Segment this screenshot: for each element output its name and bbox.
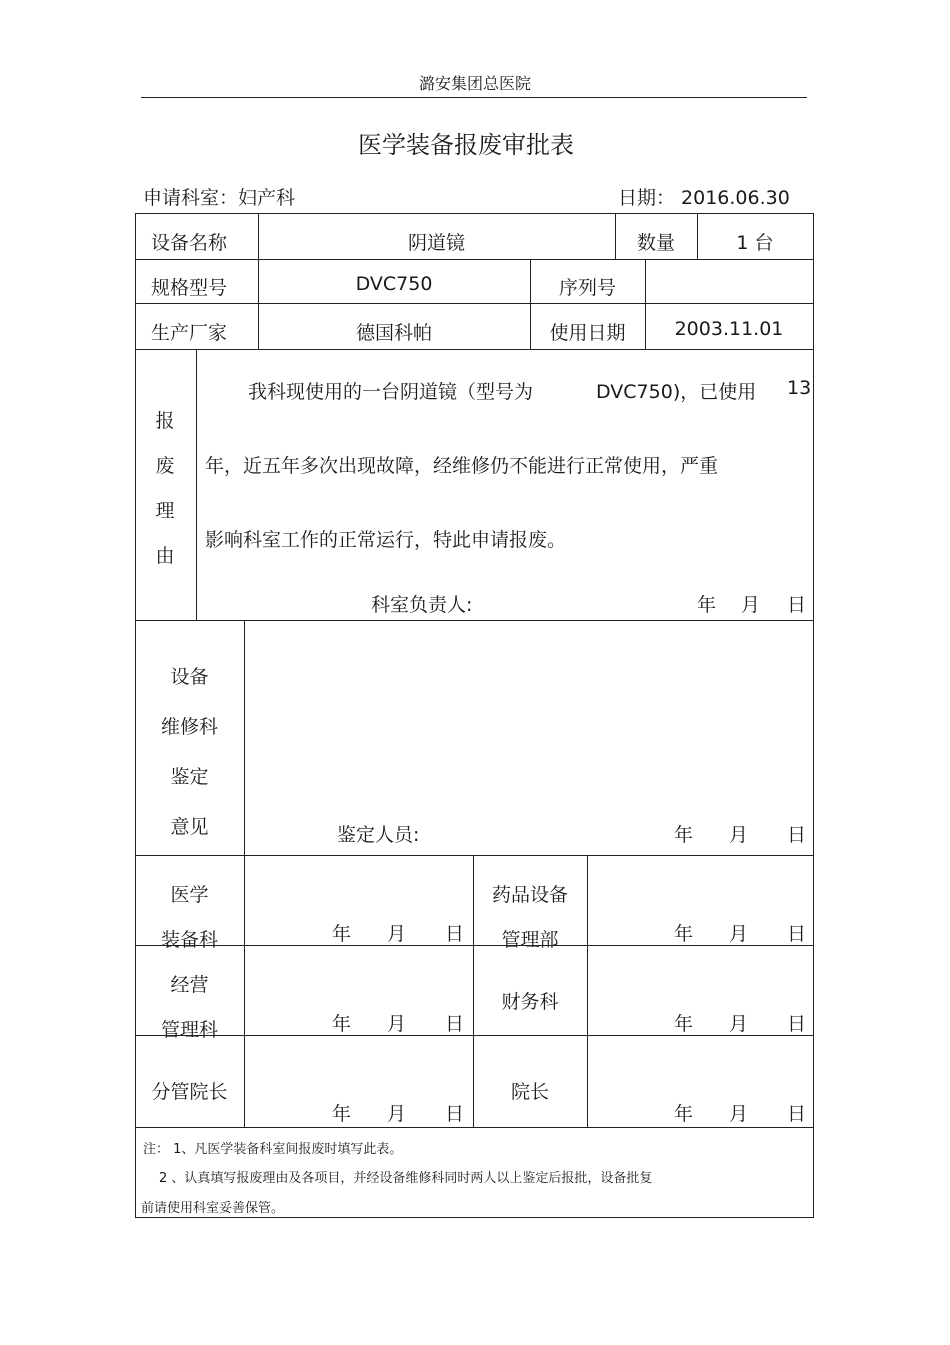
day-word: 日 (445, 1103, 465, 1125)
president-label: 院长 (510, 1081, 549, 1103)
device-name-value: 阴道镜 (407, 232, 465, 254)
row-divider (135, 1127, 814, 1128)
serial-label: 序列号 (558, 277, 616, 299)
repair-label-line: 设备 (170, 666, 209, 688)
year-word: 年 (332, 923, 352, 945)
month-word: 月 (387, 1013, 407, 1035)
col-divider (196, 349, 197, 621)
month-word: 月 (741, 594, 761, 616)
day-word: 日 (787, 594, 807, 616)
year-word: 年 (674, 824, 694, 846)
row-divider (135, 620, 814, 621)
year-word: 年 (674, 923, 694, 945)
table-border-bottom (135, 1217, 814, 1218)
reason-text-line1-model: DVC750)，已使用 (596, 381, 757, 403)
reason-text-line2: 年，近五年多次出现故障，经维修仍不能进行正常使用，严重 (205, 455, 719, 477)
repair-opinion-label (135, 652, 244, 852)
drug-equipment-dept-label (473, 873, 587, 963)
row-divider (135, 259, 814, 260)
reason-label-char: 由 (155, 545, 175, 567)
month-word: 月 (387, 1103, 407, 1125)
table-border-top (135, 213, 814, 214)
vice-president-label: 分管院长 (151, 1081, 228, 1103)
business-mgmt-dept-label (135, 963, 244, 1053)
reason-text-line1: 我科现使用的一台阴道镜（型号为 (248, 381, 534, 403)
year-word: 年 (332, 1103, 352, 1125)
quantity-label: 数量 (636, 232, 675, 254)
table-border-right (813, 213, 814, 1218)
use-date-label: 使用日期 (549, 322, 626, 344)
reason-text-line3: 影响科室工作的正常运行，特此申请报废。 (205, 529, 567, 551)
month-word: 月 (729, 824, 749, 846)
note-line-1: 注： 1、凡医学装备科室间报废时填写此表。 (143, 1142, 403, 1157)
reason-text-line1-years: 13 (787, 377, 812, 399)
note-line-3: 前请使用科室妥善保管。 (141, 1201, 285, 1216)
row-divider (135, 349, 814, 350)
repair-label-line: 维修科 (160, 716, 218, 738)
month-word: 月 (729, 923, 749, 945)
label-line: 管理部 (501, 929, 559, 951)
day-word: 日 (787, 923, 807, 945)
label-line: 经营 (170, 974, 209, 996)
col-divider (587, 855, 588, 1128)
reason-label (135, 399, 195, 579)
quantity-value: 1 台 (736, 232, 774, 254)
month-word: 月 (729, 1103, 749, 1125)
form-date: 日期： 2016.06.30 (618, 187, 790, 209)
reason-label-char: 理 (155, 500, 175, 522)
note-line-2: 2 、认真填写报废理由及各项目，并经设备维修科同时两人以上鉴定后报批，设备批复 (159, 1171, 653, 1186)
label-line: 医学 (170, 884, 209, 906)
use-date-value: 2003.11.01 (674, 318, 784, 340)
day-word: 日 (787, 1013, 807, 1035)
hospital-name: 潞安集团总医院 (418, 74, 531, 93)
row-divider (135, 303, 814, 304)
model-value: DVC750 (355, 273, 433, 295)
medical-equipment-dept-label (135, 873, 244, 963)
department-head-label: 科室负责人: (371, 594, 473, 616)
appraiser-label: 鉴定人员: (337, 824, 420, 846)
model-label: 规格型号 (151, 277, 228, 299)
device-name-label: 设备名称 (151, 232, 228, 254)
department-label: 申请科室：妇产科 (143, 187, 296, 209)
year-word: 年 (697, 594, 717, 616)
month-word: 月 (729, 1013, 749, 1035)
col-divider (244, 855, 245, 1128)
repair-label-line: 意见 (170, 816, 209, 838)
day-word: 日 (787, 824, 807, 846)
day-word: 日 (445, 923, 465, 945)
repair-label-line: 鉴定 (170, 766, 209, 788)
reason-label-char: 报 (155, 410, 175, 432)
manufacturer-label: 生产厂家 (151, 322, 228, 344)
year-word: 年 (674, 1013, 694, 1035)
col-divider (244, 620, 245, 856)
label-line: 装备科 (160, 929, 218, 951)
year-word: 年 (332, 1013, 352, 1035)
reason-label-char: 废 (155, 455, 175, 477)
label-line: 药品设备 (491, 884, 568, 906)
form-title: 医学装备报废审批表 (358, 131, 574, 159)
month-word: 月 (387, 923, 407, 945)
label-line: 管理科 (160, 1019, 218, 1041)
day-word: 日 (445, 1013, 465, 1035)
year-word: 年 (674, 1103, 694, 1125)
manufacturer-value: 德国科帕 (355, 322, 432, 344)
finance-dept-label: 财务科 (501, 991, 559, 1013)
row-divider (135, 855, 814, 856)
header-divider (141, 97, 807, 98)
day-word: 日 (787, 1103, 807, 1125)
